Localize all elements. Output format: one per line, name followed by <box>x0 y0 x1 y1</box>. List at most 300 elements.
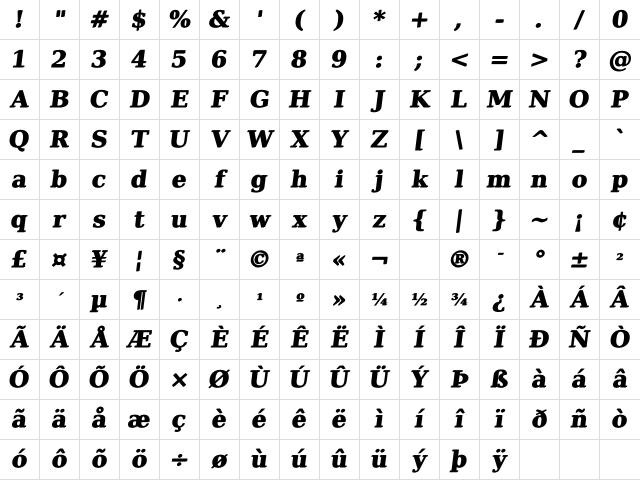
glyph-character: ¾ <box>450 289 470 309</box>
glyph-character: Ö <box>127 366 152 393</box>
glyph-cell[interactable] <box>0 80 40 120</box>
glyph-cell[interactable] <box>440 360 480 400</box>
glyph-character: Ò <box>608 326 632 353</box>
glyph-cell[interactable] <box>600 0 640 40</box>
glyph-cell[interactable] <box>400 80 440 120</box>
glyph-cell[interactable] <box>240 160 280 200</box>
glyph-cell[interactable] <box>280 400 320 440</box>
glyph-cell[interactable] <box>360 280 400 320</box>
glyph-cell[interactable] <box>80 120 120 160</box>
glyph-cell[interactable] <box>280 320 320 360</box>
glyph-character: ^ <box>528 126 551 153</box>
glyph-cell[interactable] <box>480 80 520 120</box>
glyph-character: % <box>166 6 193 33</box>
glyph-cell[interactable] <box>520 440 560 480</box>
glyph-cell[interactable] <box>360 160 400 200</box>
glyph-cell[interactable] <box>320 360 360 400</box>
glyph-cell[interactable] <box>440 200 480 240</box>
glyph-cell[interactable] <box>160 400 200 440</box>
glyph-cell[interactable] <box>400 320 440 360</box>
glyph-cell[interactable] <box>600 240 640 280</box>
glyph-character: K <box>407 86 432 113</box>
glyph-cell[interactable] <box>520 160 560 200</box>
glyph-character: h <box>289 166 310 193</box>
glyph-cell[interactable] <box>160 200 200 240</box>
glyph-cell[interactable] <box>360 320 400 360</box>
glyph-cell[interactable] <box>560 320 600 360</box>
glyph-cell[interactable] <box>200 440 240 480</box>
glyph-cell[interactable] <box>240 0 280 40</box>
glyph-cell[interactable] <box>40 160 80 200</box>
glyph-cell[interactable] <box>240 200 280 240</box>
glyph-character: \ <box>453 126 466 153</box>
glyph-character: ÿ <box>491 446 508 473</box>
glyph-cell[interactable] <box>120 200 160 240</box>
glyph-cell[interactable] <box>320 0 360 40</box>
glyph-cell[interactable] <box>40 240 80 280</box>
glyph-cell[interactable] <box>0 120 40 160</box>
glyph-cell[interactable] <box>160 0 200 40</box>
glyph-character: ½ <box>410 289 430 309</box>
glyph-character: o <box>570 166 589 193</box>
glyph-character: s <box>91 206 108 233</box>
glyph-cell[interactable] <box>240 360 280 400</box>
glyph-character: Ù <box>247 366 272 393</box>
glyph-character: È <box>209 326 230 353</box>
glyph-cell[interactable] <box>0 400 40 440</box>
glyph-character: M <box>485 86 514 113</box>
glyph-character: ? <box>571 46 588 73</box>
glyph-cell[interactable] <box>200 120 240 160</box>
glyph-cell[interactable] <box>120 440 160 480</box>
glyph-character: ê <box>290 406 309 433</box>
glyph-cell[interactable] <box>520 360 560 400</box>
glyph-cell[interactable] <box>80 80 120 120</box>
glyph-character: Ç <box>168 326 191 353</box>
glyph-cell[interactable] <box>40 440 80 480</box>
glyph-cell[interactable] <box>520 0 560 40</box>
glyph-cell[interactable] <box>280 0 320 40</box>
glyph-cell[interactable] <box>600 120 640 160</box>
glyph-cell[interactable] <box>320 320 360 360</box>
glyph-cell[interactable] <box>360 400 400 440</box>
glyph-character: e <box>170 166 189 193</box>
glyph-cell[interactable] <box>360 0 400 40</box>
glyph-cell[interactable] <box>480 360 520 400</box>
glyph-character: ë <box>330 406 349 433</box>
glyph-cell[interactable] <box>280 40 320 80</box>
glyph-cell[interactable] <box>280 240 320 280</box>
glyph-character: 8 <box>289 46 310 73</box>
glyph-cell[interactable] <box>200 40 240 80</box>
glyph-character: Æ <box>125 326 154 353</box>
glyph-cell[interactable] <box>360 440 400 480</box>
glyph-cell[interactable] <box>0 320 40 360</box>
glyph-cell[interactable] <box>440 280 480 320</box>
glyph-cell[interactable] <box>200 240 240 280</box>
glyph-cell[interactable] <box>520 40 560 80</box>
glyph-cell[interactable] <box>560 440 600 480</box>
glyph-character: f <box>212 166 227 193</box>
glyph-character: é <box>250 406 269 433</box>
glyph-cell[interactable] <box>120 160 160 200</box>
glyph-cell[interactable] <box>0 440 40 480</box>
glyph-cell[interactable] <box>200 280 240 320</box>
glyph-character: Ü <box>367 366 392 393</box>
glyph-cell[interactable] <box>280 200 320 240</box>
glyph-cell[interactable] <box>320 120 360 160</box>
glyph-character: < <box>448 46 471 73</box>
glyph-character: # <box>88 6 111 33</box>
glyph-cell[interactable] <box>240 280 280 320</box>
glyph-cell[interactable] <box>520 400 560 440</box>
glyph-cell[interactable] <box>560 280 600 320</box>
glyph-character: r <box>51 206 68 233</box>
glyph-character: 2 <box>49 46 70 73</box>
glyph-cell[interactable] <box>360 240 400 280</box>
glyph-character: 5 <box>169 46 190 73</box>
glyph-character: = <box>488 46 511 73</box>
glyph-character: c <box>90 166 109 193</box>
glyph-character: ~ <box>528 206 551 233</box>
glyph-cell[interactable] <box>160 40 200 80</box>
glyph-character: A <box>8 86 31 113</box>
glyph-character: í <box>413 406 426 433</box>
glyph-character: ù <box>249 446 270 473</box>
glyph-cell[interactable] <box>440 80 480 120</box>
glyph-character: ¢ <box>610 206 630 233</box>
glyph-cell[interactable] <box>80 400 120 440</box>
glyph-character: å <box>90 406 109 433</box>
glyph-cell[interactable] <box>600 160 640 200</box>
glyph-character: l <box>453 166 466 193</box>
glyph-cell[interactable] <box>600 440 640 480</box>
glyph-character: w <box>247 206 272 233</box>
glyph-cell[interactable] <box>0 0 40 40</box>
glyph-cell[interactable] <box>400 40 440 80</box>
glyph-cell[interactable] <box>200 200 240 240</box>
glyph-character: ý <box>411 446 428 473</box>
glyph-cell[interactable] <box>120 240 160 280</box>
glyph-cell[interactable] <box>280 80 320 120</box>
glyph-cell[interactable] <box>400 240 440 280</box>
glyph-cell[interactable] <box>400 280 440 320</box>
glyph-cell[interactable] <box>200 160 240 200</box>
glyph-cell[interactable] <box>560 120 600 160</box>
glyph-character: * <box>371 6 388 33</box>
glyph-cell[interactable] <box>160 160 200 200</box>
glyph-cell[interactable] <box>0 160 40 200</box>
glyph-cell[interactable] <box>440 240 480 280</box>
glyph-character: L <box>449 86 470 113</box>
glyph-character: _ <box>572 126 587 153</box>
glyph-cell[interactable] <box>160 280 200 320</box>
glyph-cell[interactable] <box>120 80 160 120</box>
glyph-cell[interactable] <box>320 280 360 320</box>
glyph-character: Y <box>329 126 350 153</box>
glyph-cell[interactable] <box>120 280 160 320</box>
glyph-cell[interactable] <box>360 80 400 120</box>
glyph-cell[interactable] <box>160 320 200 360</box>
glyph-cell[interactable] <box>440 320 480 360</box>
glyph-character: º <box>294 289 305 309</box>
glyph-cell[interactable] <box>40 120 80 160</box>
glyph-cell[interactable] <box>480 320 520 360</box>
glyph-character: Â <box>609 286 631 313</box>
glyph-character: ¦ <box>133 246 146 273</box>
glyph-character: Ú <box>287 366 312 393</box>
glyph-character: V <box>208 126 231 153</box>
glyph-cell[interactable] <box>80 0 120 40</box>
glyph-cell[interactable] <box>320 80 360 120</box>
glyph-cell[interactable] <box>560 160 600 200</box>
glyph-character: ¡ <box>572 206 587 233</box>
glyph-cell[interactable] <box>400 360 440 400</box>
glyph-cell[interactable] <box>280 360 320 400</box>
glyph-cell[interactable] <box>320 160 360 200</box>
glyph-character: Å <box>88 326 111 353</box>
glyph-cell[interactable] <box>240 120 280 160</box>
glyph-cell[interactable] <box>440 440 480 480</box>
glyph-cell[interactable] <box>80 320 120 360</box>
glyph-cell[interactable] <box>480 40 520 80</box>
glyph-cell[interactable] <box>40 0 80 40</box>
glyph-character: q <box>9 206 30 233</box>
glyph-character: ú <box>289 446 310 473</box>
glyph-character: õ <box>90 446 109 473</box>
glyph-cell[interactable] <box>40 80 80 120</box>
glyph-cell[interactable] <box>360 40 400 80</box>
glyph-character: 9 <box>329 46 350 73</box>
glyph-character: ð <box>530 406 549 433</box>
glyph-cell[interactable] <box>480 440 520 480</box>
glyph-character: ± <box>568 246 591 273</box>
glyph-cell[interactable] <box>600 280 640 320</box>
glyph-cell[interactable] <box>520 120 560 160</box>
glyph-cell[interactable] <box>600 40 640 80</box>
glyph-character: a <box>10 166 29 193</box>
glyph-character: æ <box>126 406 153 433</box>
glyph-cell[interactable] <box>400 120 440 160</box>
glyph-cell[interactable] <box>240 80 280 120</box>
glyph-character: B <box>48 86 71 113</box>
glyph-cell[interactable] <box>280 160 320 200</box>
glyph-cell[interactable] <box>160 120 200 160</box>
glyph-character: ï <box>493 406 506 433</box>
glyph-cell[interactable] <box>560 240 600 280</box>
glyph-cell[interactable] <box>160 80 200 120</box>
glyph-cell[interactable] <box>520 240 560 280</box>
glyph-cell[interactable] <box>200 80 240 120</box>
glyph-character: O <box>567 86 592 113</box>
glyph-cell[interactable] <box>440 160 480 200</box>
glyph-character: ' <box>254 6 265 33</box>
glyph-cell[interactable] <box>520 80 560 120</box>
glyph-cell[interactable] <box>560 400 600 440</box>
glyph-character: & <box>207 6 232 33</box>
glyph-cell[interactable] <box>200 320 240 360</box>
glyph-cell[interactable] <box>520 200 560 240</box>
glyph-cell[interactable] <box>480 160 520 200</box>
glyph-cell[interactable] <box>0 200 40 240</box>
glyph-cell[interactable] <box>160 360 200 400</box>
glyph-character: Î <box>452 326 467 353</box>
glyph-cell[interactable] <box>400 400 440 440</box>
glyph-cell[interactable] <box>80 440 120 480</box>
glyph-cell[interactable] <box>360 120 400 160</box>
glyph-cell[interactable] <box>120 0 160 40</box>
glyph-character: z <box>371 206 388 233</box>
glyph-cell[interactable] <box>600 320 640 360</box>
glyph-character: ) <box>332 6 347 33</box>
glyph-character: ß <box>489 366 510 393</box>
glyph-cell[interactable] <box>440 120 480 160</box>
glyph-cell[interactable] <box>0 40 40 80</box>
glyph-character: F <box>209 86 230 113</box>
glyph-cell[interactable] <box>240 40 280 80</box>
glyph-cell[interactable] <box>80 240 120 280</box>
glyph-cell[interactable] <box>480 400 520 440</box>
glyph-cell[interactable] <box>0 360 40 400</box>
glyph-character: Ø <box>207 366 232 393</box>
glyph-character: Í <box>412 326 427 353</box>
glyph-character: | <box>453 206 466 233</box>
glyph-cell[interactable] <box>600 80 640 120</box>
glyph-cell[interactable] <box>600 400 640 440</box>
glyph-cell[interactable] <box>320 200 360 240</box>
glyph-cell[interactable] <box>480 0 520 40</box>
glyph-cell[interactable] <box>600 200 640 240</box>
glyph-character: ¶ <box>130 286 149 313</box>
glyph-cell[interactable] <box>80 280 120 320</box>
glyph-cell[interactable] <box>400 0 440 40</box>
glyph-cell[interactable] <box>240 320 280 360</box>
glyph-character: C <box>88 86 111 113</box>
glyph-character: ü <box>369 446 390 473</box>
glyph-cell[interactable] <box>160 240 200 280</box>
glyph-cell[interactable] <box>320 240 360 280</box>
glyph-cell[interactable] <box>520 280 560 320</box>
glyph-character: Á <box>568 286 591 313</box>
glyph-character: × <box>168 366 191 393</box>
glyph-character: d <box>129 166 150 193</box>
glyph-cell[interactable] <box>80 160 120 200</box>
glyph-character: ¨ <box>212 246 227 273</box>
glyph-cell[interactable] <box>40 200 80 240</box>
glyph-cell[interactable] <box>280 440 320 480</box>
glyph-cell[interactable] <box>240 240 280 280</box>
glyph-cell[interactable] <box>80 200 120 240</box>
glyph-character: ` <box>612 126 628 153</box>
glyph-character: R <box>48 126 71 153</box>
glyph-cell[interactable] <box>120 40 160 80</box>
glyph-cell[interactable] <box>0 280 40 320</box>
glyph-cell[interactable] <box>320 400 360 440</box>
glyph-cell[interactable] <box>560 0 600 40</box>
glyph-cell[interactable] <box>120 320 160 360</box>
glyph-cell[interactable] <box>0 240 40 280</box>
glyph-cell[interactable] <box>280 280 320 320</box>
glyph-character: , <box>453 6 466 33</box>
glyph-character: § <box>171 246 188 273</box>
glyph-cell[interactable] <box>560 360 600 400</box>
glyph-cell[interactable] <box>200 360 240 400</box>
glyph-cell[interactable] <box>400 160 440 200</box>
glyph-cell[interactable] <box>80 360 120 400</box>
glyph-character: $ <box>129 6 150 33</box>
glyph-cell[interactable] <box>360 360 400 400</box>
glyph-cell[interactable] <box>280 120 320 160</box>
glyph-cell[interactable] <box>400 440 440 480</box>
glyph-cell[interactable] <box>480 120 520 160</box>
glyph-cell[interactable] <box>40 360 80 400</box>
glyph-character: ä <box>50 406 69 433</box>
glyph-cell[interactable] <box>560 200 600 240</box>
glyph-cell[interactable] <box>480 280 520 320</box>
glyph-character: à <box>530 366 549 393</box>
glyph-character: X <box>288 126 311 153</box>
glyph-cell[interactable] <box>520 320 560 360</box>
glyph-cell[interactable] <box>240 400 280 440</box>
glyph-cell[interactable] <box>320 440 360 480</box>
glyph-character: { <box>410 206 429 233</box>
glyph-character: À <box>528 286 551 313</box>
glyph-character: ² <box>615 249 625 269</box>
glyph-character: ¯ <box>494 249 505 269</box>
glyph-cell[interactable] <box>440 400 480 440</box>
glyph-character: g <box>249 166 270 193</box>
glyph-character: . <box>533 6 546 33</box>
glyph-cell[interactable] <box>120 360 160 400</box>
glyph-character: v <box>211 206 228 233</box>
glyph-character <box>413 246 417 273</box>
glyph-cell[interactable] <box>440 0 480 40</box>
glyph-character: I <box>332 86 347 113</box>
glyph-character: Ó <box>7 366 32 393</box>
glyph-cell[interactable] <box>440 40 480 80</box>
glyph-cell[interactable] <box>480 240 520 280</box>
glyph-character: S <box>89 126 110 153</box>
glyph-character: ; <box>413 46 426 73</box>
glyph-cell[interactable] <box>400 200 440 240</box>
glyph-cell[interactable] <box>560 80 600 120</box>
glyph-cell[interactable] <box>240 440 280 480</box>
glyph-character: þ <box>449 446 470 473</box>
glyph-character: J <box>372 86 387 113</box>
glyph-character: 6 <box>209 46 230 73</box>
glyph-cell[interactable] <box>600 360 640 400</box>
glyph-cell[interactable] <box>200 0 240 40</box>
glyph-cell[interactable] <box>40 400 80 440</box>
glyph-cell[interactable] <box>120 120 160 160</box>
glyph-cell[interactable] <box>40 320 80 360</box>
glyph-cell[interactable] <box>360 200 400 240</box>
glyph-character: Ã <box>8 326 31 353</box>
glyph-character: ç <box>170 406 189 433</box>
glyph-cell[interactable] <box>320 40 360 80</box>
glyph-character: Z <box>369 126 390 153</box>
glyph-cell[interactable] <box>480 200 520 240</box>
glyph-cell[interactable] <box>120 400 160 440</box>
glyph-cell[interactable] <box>160 440 200 480</box>
glyph-cell[interactable] <box>80 40 120 80</box>
glyph-character: » <box>330 286 349 313</box>
glyph-cell[interactable] <box>200 400 240 440</box>
glyph-cell[interactable] <box>40 40 80 80</box>
glyph-cell[interactable] <box>40 280 80 320</box>
glyph-character: E <box>169 86 190 113</box>
glyph-cell[interactable] <box>560 40 600 80</box>
